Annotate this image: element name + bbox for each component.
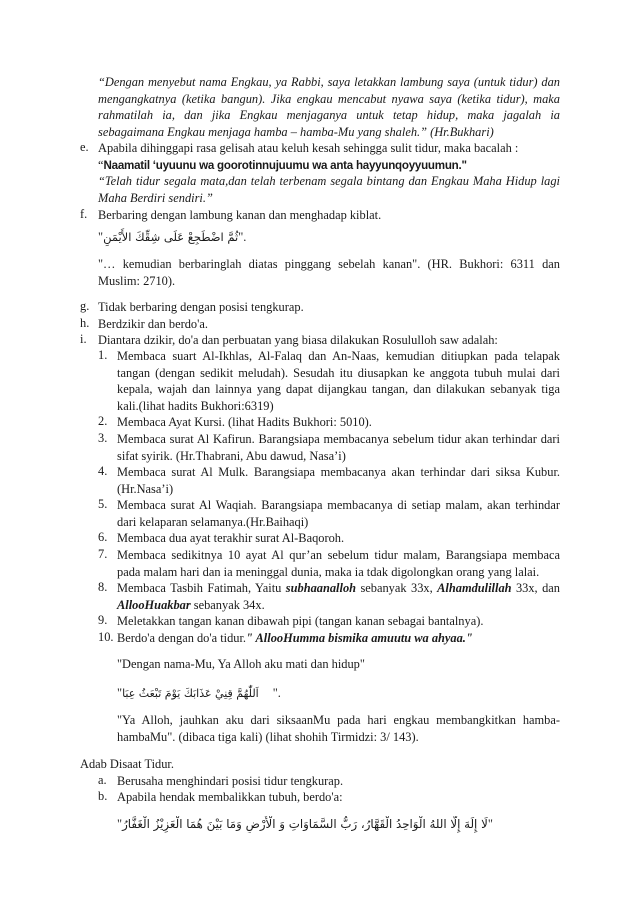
numbered-item-5: Membaca surat Al Waqiah. Barangsiapa membacanya di setiap malam, akan terhindar dari kelaparan selamanya.(Hr.Baihaqi) [117, 498, 560, 529]
item-g-marker: g. [80, 299, 90, 313]
section-item-a-text: Berusaha menghindari posisi tidur tengkurap. [117, 774, 344, 788]
numbered-marker-6: 6. [98, 530, 108, 544]
numbered-item-7: Membaca sedikitnya 10 ayat Al qur’an sebelum tidur malam, Barangsiapa membaca pada malam hari dan ia meninggal dunia, maka ia tdak digolongkan orang yang lalai. [117, 548, 560, 579]
item-f-arabic-open: " [98, 230, 104, 244]
item-f-quote: "… kemudian berbaringlah diatas pinggang sebelah kanan". (HR. Bukhori: 6311 dan Muslim: 2710). [98, 257, 560, 288]
item-e-prayer [98, 157, 568, 175]
numbered-marker-8: 8. [98, 580, 108, 594]
item-h-text: Berdzikir dan berdo'a. [98, 317, 208, 331]
numbered-item-3: Membaca surat Al Kafirun. Barangsiapa membacanya sebelum tidur akan terhindar dari sifat syirik. (Hr.Thabrani, Abu dawud, Nasa’i) [117, 432, 560, 463]
section-arabic: لَا إِلَهَ إِلَّا اللهُ الْوَاحِدُ الْقَهَّارُ، رَبُّ السَّمَاوَاتِ وَ الْأَرْضِ وَمَا بَيْنَ هُمَا الْعَزِيْزُ الْغَفَّارُ [122, 817, 488, 831]
item-i-marker: i. [80, 332, 87, 346]
section-arabic-line [117, 816, 562, 833]
item-10-arabic-open: " [117, 686, 123, 700]
numbered-marker-9: 9. [98, 613, 108, 627]
item-8-subhanalloh: subhaanalloh [285, 581, 357, 595]
numbered-marker-10: 10. [98, 630, 114, 644]
item-10-prayer: " AllooHumma bismika amuutu wa ahyaa." [246, 631, 473, 645]
section-item-a-marker: a. [98, 773, 107, 787]
numbered-item-2: Membaca Ayat Kursi. (lihat Hadits Bukhori: 5010). [117, 415, 372, 429]
item-10-arabic-line [117, 685, 417, 703]
item-8-allohuakbar: AllooHuakbar [117, 597, 191, 612]
numbered-item-6: Membaca dua ayat terakhir surat Al-Baqoroh. [117, 531, 345, 545]
item-10-arabic-close: ". [272, 686, 281, 700]
item-e-prayer-open: “ [98, 158, 104, 172]
item-8-pre: Membaca Tasbih Fatimah, Yaitu [117, 581, 286, 595]
item-h-marker: h. [80, 316, 90, 330]
hadith-intro-paragraph: “Dengan menyebut nama Engkau, ya Rabbi, saya letakkan lambung saya (untuk tidur) dan mengangkatnya (ketika bangun). Jika engkau mencabut nyawa saya (ketika tidur), maka rahmatilah ia, dan jika Engkau menjaganya untuk tetap hidup, maka jagalah ia sebagaimana Engkau menjaga hamba – hamba-Mu yang shaleh.” (Hr.Bukhari) [98, 75, 560, 139]
item-8-mid2: 33x, dan [511, 581, 560, 595]
item-10-arabic: اَللّٰهُمَّ قِنِيْ عَذَابَكَ يَوْمَ تَبْعَثُ عِبَا [122, 687, 259, 700]
item-10-translation: "Dengan nama-Mu, Ya Alloh aku mati dan hidup" [117, 657, 365, 671]
numbered-item-4: Membaca surat Al Mulk. Barangsiapa membacanya akan terhindar dari siksa Kubur. (Hr.Nasa’i) [117, 465, 560, 496]
section-heading: Adab Disaat Tidur. [80, 757, 174, 771]
numbered-marker-5: 5. [98, 497, 108, 511]
item-f-arabic-close: ". [238, 230, 247, 244]
item-8-post: sebanyak 34x. [190, 597, 265, 612]
numbered-item-8 [117, 580, 560, 613]
item-e-text: Apabila dihinggapi rasa gelisah atau keluh kesah sehingga sulit tidur, maka bacalah : [98, 141, 519, 155]
item-8-mid1: sebanyak 33x, [356, 581, 438, 595]
numbered-item-9: Meletakkan tangan kanan dibawah pipi (tangan kanan sebagai bantalnya). [117, 614, 484, 628]
item-10-pre: Berdo'a dengan do'a tidur. [117, 631, 247, 645]
numbered-marker-2: 2. [98, 414, 108, 428]
numbered-marker-7: 7. [98, 547, 108, 561]
section-item-b-marker: b. [98, 789, 108, 803]
section-item-b-text: Apabila hendak membalikkan tubuh, berdo'a: [117, 790, 343, 804]
item-g-text: Tidak berbaring dengan posisi tengkurap. [98, 300, 304, 314]
numbered-marker-1: 1. [98, 348, 108, 362]
item-e-translation: “Telah tidur segala mata,dan telah terbenam segala bintang dan Engkau Maha Hidup lagi Maha Berdiri sendiri.” [98, 174, 560, 205]
item-f-arabic-line [98, 229, 398, 246]
item-f-marker: f. [80, 207, 88, 221]
numbered-item-10 [117, 630, 567, 647]
item-e-prayer-transliteration: Naamatil ‘uyuunu wa goorotinnujuumu wa anta hayyunqoyyuumun." [103, 159, 467, 172]
numbered-marker-4: 4. [98, 464, 108, 478]
item-e-marker: e. [80, 140, 89, 154]
numbered-marker-3: 3. [98, 431, 108, 445]
item-i-text: Diantara dzikir, do'a dan perbuatan yang biasa dilakukan Rosululloh saw adalah: [98, 333, 498, 347]
item-f-text: Berbaring dengan lambung kanan dan menghadap kiblat. [98, 208, 382, 222]
section-arabic-open: " [117, 817, 123, 831]
section-arabic-close: " [487, 817, 493, 831]
item-10-quote: "Ya Alloh, jauhkan aku dari siksaanMu pada hari engkau membangkitkan hamba-hambaMu". (dibaca tiga kali) (lihat shohih Tirmidzi: 3/ 143). [117, 713, 560, 744]
item-8-alhamdulillah: Alhamdulillah [437, 581, 512, 595]
item-f-arabic: ثُمَّ اضْطَجِعْ عَلَى شِقِّكَ الأَيْمَنِ [103, 230, 239, 244]
numbered-item-1: Membaca suart Al-Ikhlas, Al-Falaq dan An-Naas, kemudian ditiupkan pada telapak tangan (dengan sedikit meludah). Sesudah itu diusapkan ke anggota tubuh mulai dari kepala, wajah dan lainnya yang dapat dijangkau tangan, dan dilakukan sebanyak tiga kali.(lihat hadits Bukhori:6319) [117, 349, 560, 413]
